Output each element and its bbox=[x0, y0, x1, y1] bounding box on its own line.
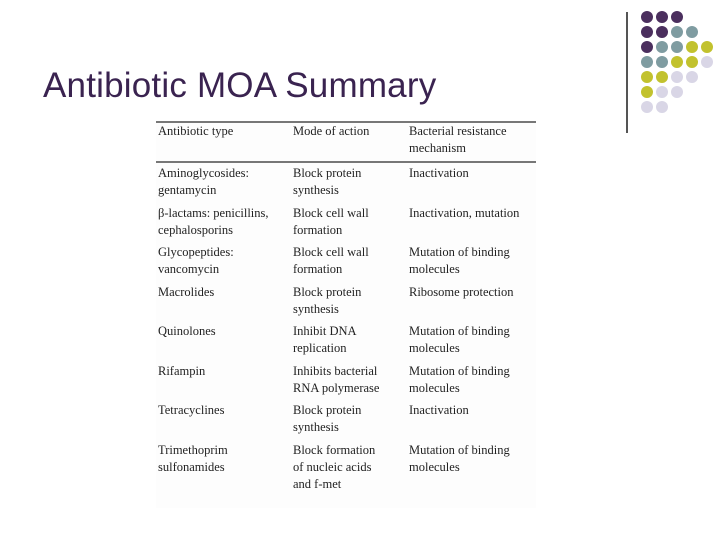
table-cell-antibiotic: cephalosporins bbox=[158, 223, 233, 237]
table-cell-resistance: Mutation of binding bbox=[409, 324, 510, 338]
table-cell-antibiotic: Quinolones bbox=[158, 324, 216, 338]
table-cell-resistance: molecules bbox=[409, 341, 460, 355]
decorative-dot bbox=[641, 101, 653, 113]
decorative-dot bbox=[701, 41, 713, 53]
decorative-dot bbox=[671, 86, 683, 98]
table-cell-mode: Block cell wall bbox=[293, 245, 369, 259]
table-cell-mode: Block protein bbox=[293, 403, 362, 417]
table-cell-mode: Inhibit DNA bbox=[293, 324, 357, 338]
table-cell-mode: Block formation bbox=[293, 443, 376, 457]
decorative-dot bbox=[701, 56, 713, 68]
decorative-dot bbox=[686, 26, 698, 38]
decorative-dot bbox=[656, 56, 668, 68]
table-cell-mode: of nucleic acids bbox=[293, 460, 372, 474]
header-resistance-line2: mechanism bbox=[409, 141, 466, 155]
table-cell-mode: synthesis bbox=[293, 420, 339, 434]
table-cell-antibiotic: β-lactams: penicillins, bbox=[158, 206, 269, 220]
decorative-dot bbox=[641, 11, 653, 23]
decorative-dot bbox=[656, 41, 668, 53]
decorative-dot bbox=[656, 71, 668, 83]
table-cell-antibiotic: Aminoglycosides: bbox=[158, 166, 249, 180]
decorative-dot bbox=[656, 101, 668, 113]
table-cell-antibiotic: sulfonamides bbox=[158, 460, 225, 474]
moa-summary-table bbox=[156, 121, 536, 508]
table-cell-mode: Inhibits bacterial bbox=[293, 364, 378, 378]
table-cell-mode: Block cell wall bbox=[293, 206, 369, 220]
decorative-dot bbox=[686, 56, 698, 68]
table-cell-antibiotic: Glycopeptides: bbox=[158, 245, 234, 259]
decorative-dot bbox=[641, 71, 653, 83]
table-cell-antibiotic: vancomycin bbox=[158, 262, 220, 276]
table-cell-antibiotic: Macrolides bbox=[158, 285, 215, 299]
table-cell-resistance: Inactivation, mutation bbox=[409, 206, 520, 220]
table-cell-antibiotic: Trimethoprim bbox=[158, 443, 228, 457]
decorative-dot bbox=[641, 41, 653, 53]
table-cell-resistance: Inactivation bbox=[409, 166, 469, 180]
table-header-rule bbox=[156, 161, 536, 163]
table-cell-mode: synthesis bbox=[293, 183, 339, 197]
decorative-dot bbox=[671, 11, 683, 23]
decorative-dot bbox=[671, 56, 683, 68]
table-cell-antibiotic: Tetracyclines bbox=[158, 403, 225, 417]
table-cell-mode: formation bbox=[293, 262, 343, 276]
table-cell-mode: Block protein bbox=[293, 285, 362, 299]
header-mode-of-action: Mode of action bbox=[293, 124, 370, 138]
table-cell-mode: synthesis bbox=[293, 302, 339, 316]
table-cell-antibiotic: gentamycin bbox=[158, 183, 217, 197]
decorative-dot bbox=[686, 41, 698, 53]
table-cell-resistance: Mutation of binding bbox=[409, 443, 510, 457]
table-cell-mode: Block protein bbox=[293, 166, 362, 180]
table-cell-mode: formation bbox=[293, 223, 343, 237]
table-cell-mode: replication bbox=[293, 341, 347, 355]
table-cell-resistance: Mutation of binding bbox=[409, 364, 510, 378]
title-divider-line bbox=[626, 12, 628, 133]
slide-title: Antibiotic MOA Summary bbox=[43, 66, 437, 105]
decorative-dot bbox=[641, 26, 653, 38]
table-cell-mode: and f-met bbox=[293, 477, 342, 491]
decorative-dot-grid bbox=[641, 11, 720, 121]
table-cell-antibiotic: Rifampin bbox=[158, 364, 206, 378]
decorative-dot bbox=[671, 41, 683, 53]
table-cell-mode: RNA polymerase bbox=[293, 381, 380, 395]
header-resistance-line1: Bacterial resistance bbox=[409, 124, 507, 138]
table-cell-resistance: Inactivation bbox=[409, 403, 469, 417]
header-antibiotic-type: Antibiotic type bbox=[158, 124, 234, 138]
table-cell-resistance: molecules bbox=[409, 460, 460, 474]
table-cell-resistance: Ribosome protection bbox=[409, 285, 514, 299]
table-cell-resistance: molecules bbox=[409, 381, 460, 395]
decorative-dot bbox=[671, 71, 683, 83]
table-cell-resistance: molecules bbox=[409, 262, 460, 276]
decorative-dot bbox=[656, 86, 668, 98]
decorative-dot bbox=[686, 71, 698, 83]
decorative-dot bbox=[641, 86, 653, 98]
decorative-dot bbox=[641, 56, 653, 68]
decorative-dot bbox=[656, 11, 668, 23]
table-cell-resistance: Mutation of binding bbox=[409, 245, 510, 259]
decorative-dot bbox=[671, 26, 683, 38]
decorative-dot bbox=[656, 26, 668, 38]
